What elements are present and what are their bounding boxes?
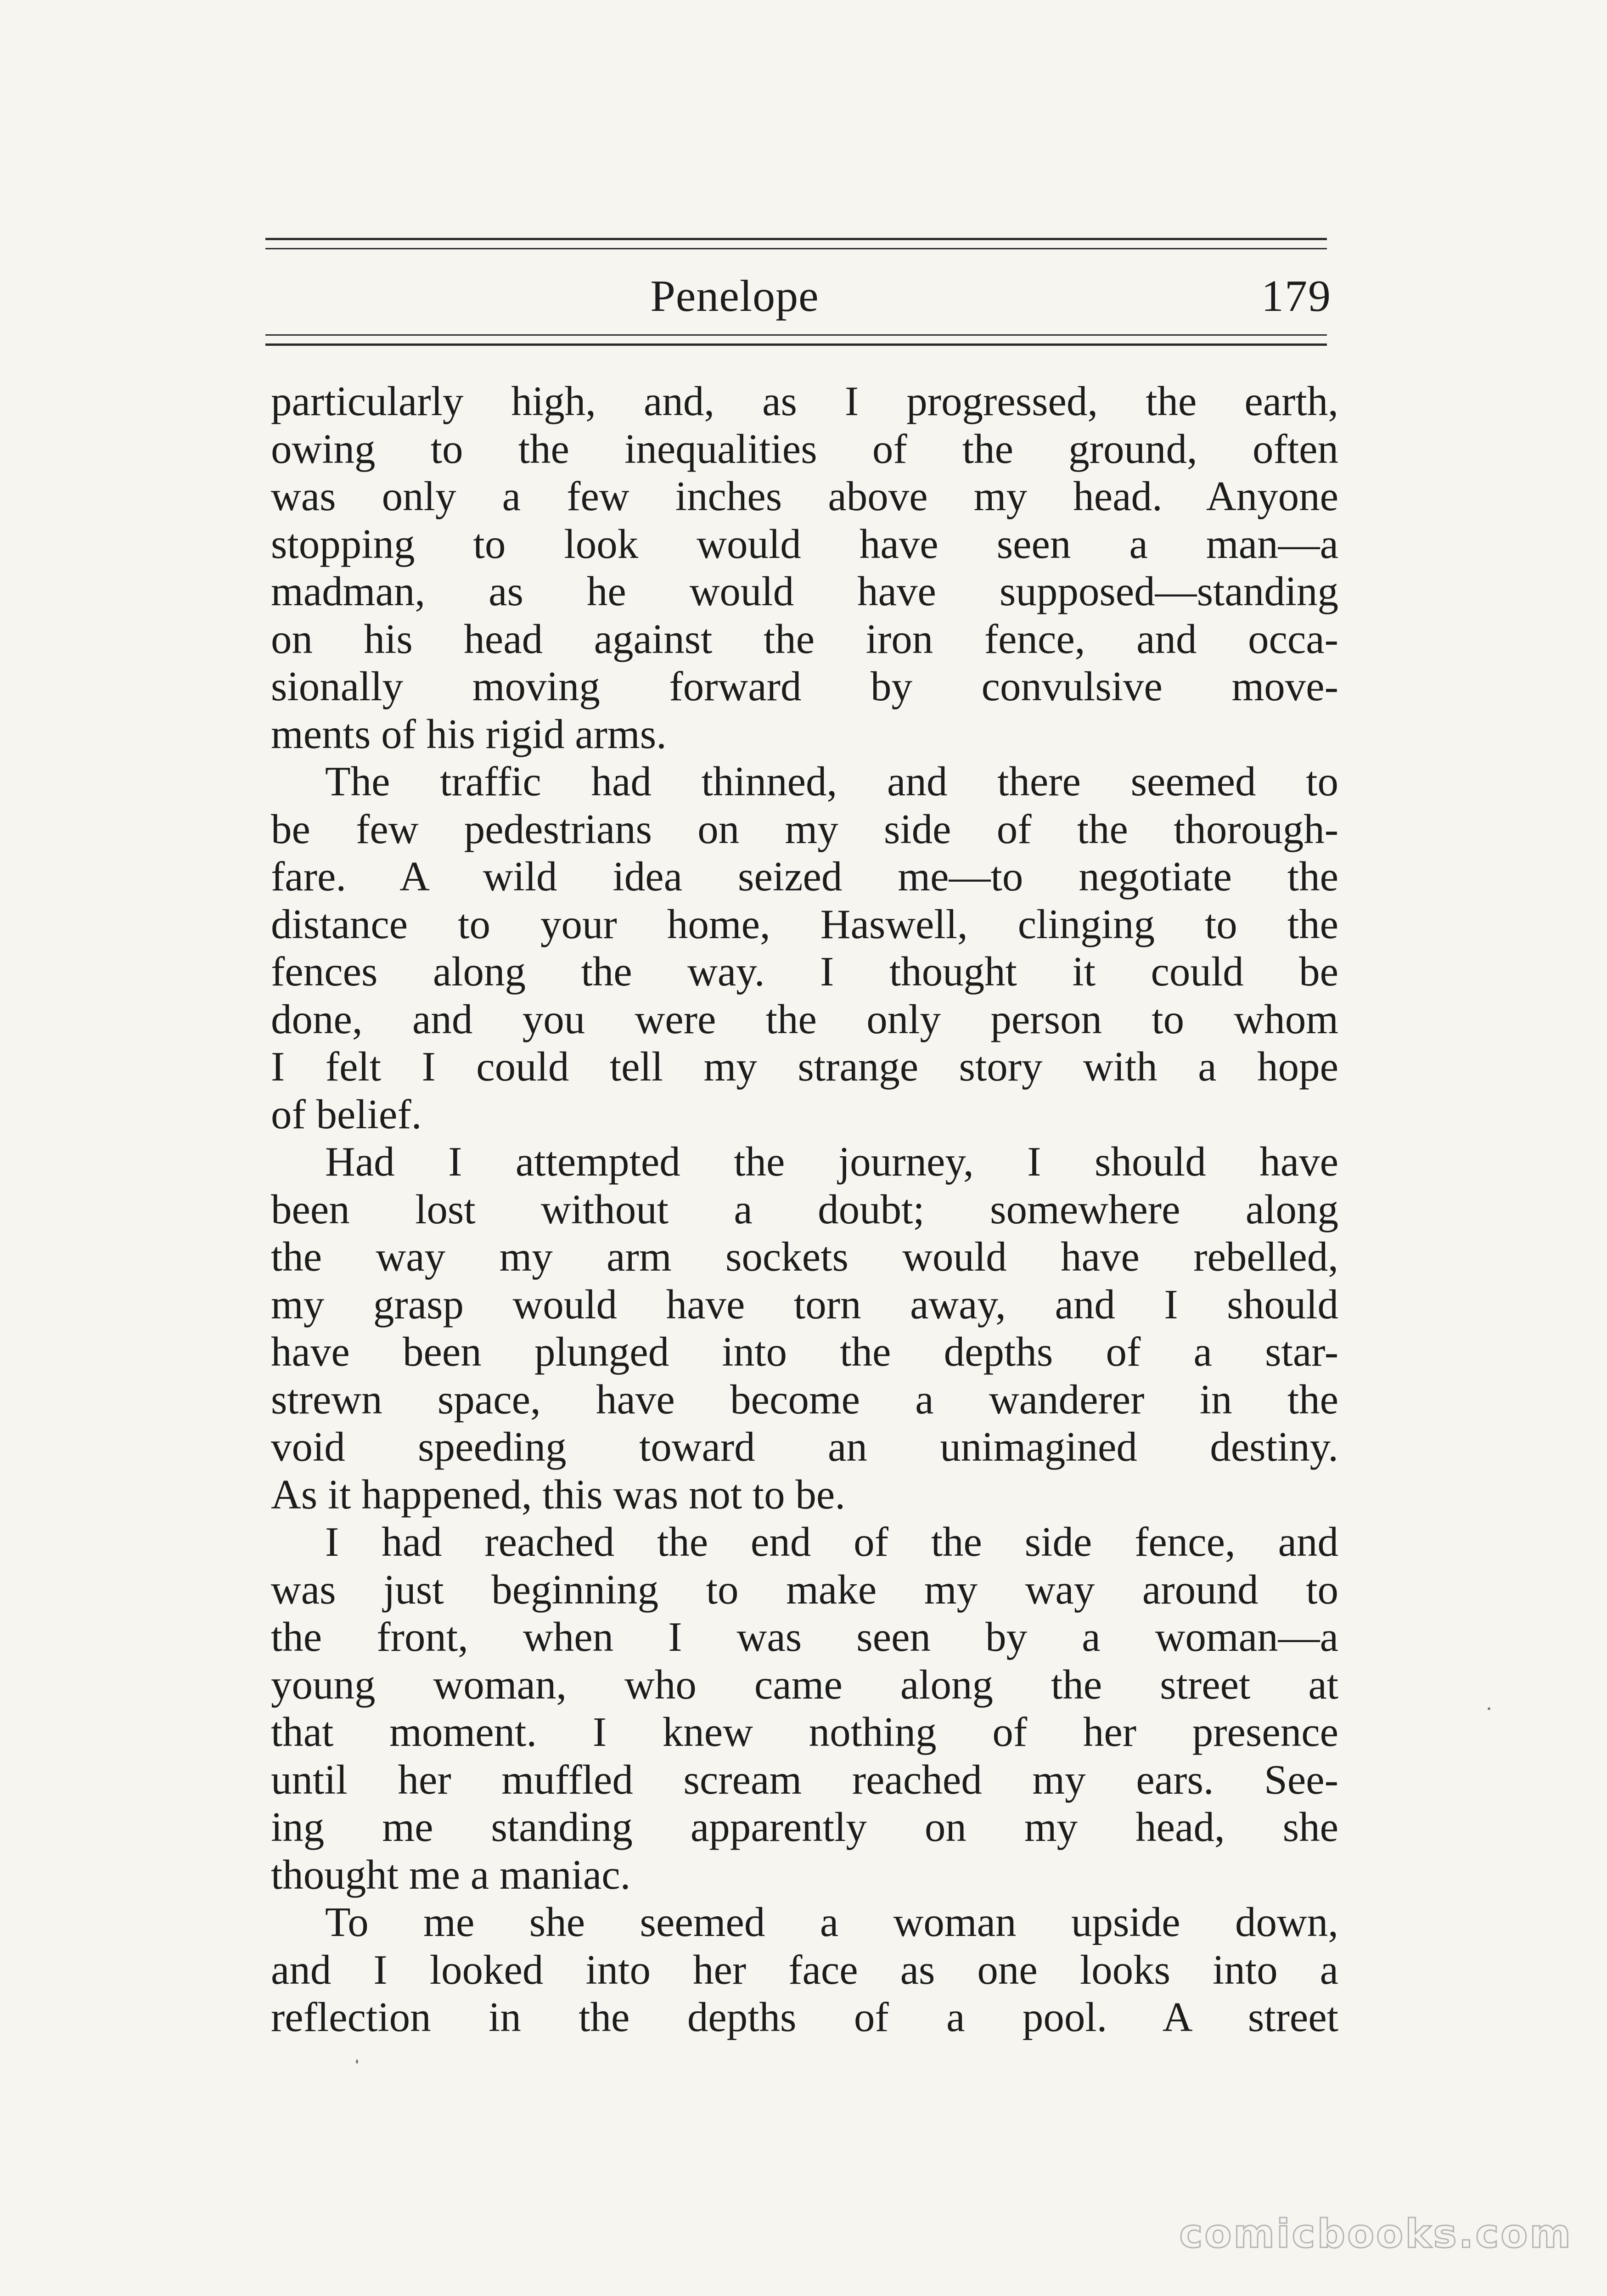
text-line: reflection in the depths of a pool. A street	[271, 1994, 1338, 2040]
text-line: of belief.	[271, 1091, 422, 1137]
header-rule-top-2	[265, 248, 1327, 249]
text-line: my grasp would have torn away, and I should	[271, 1281, 1338, 1328]
text-line: the front, when I was seen by a woman—a	[271, 1614, 1338, 1660]
page-number: 179	[1261, 271, 1332, 321]
body-text	[271, 377, 1338, 2041]
text-line: void speeding toward an unimagined destiny.	[271, 1424, 1338, 1470]
text-line: To me she seemed a woman upside down,	[325, 1899, 1338, 1945]
text-line: the way my arm sockets would have rebelled,	[271, 1233, 1338, 1280]
text-line: distance to your home, Haswell, clinging to the	[271, 900, 1338, 947]
header-rule-top-1	[265, 238, 1327, 240]
watermark-logo: comicbooks.com	[1179, 2211, 1573, 2257]
print-speck	[356, 2060, 358, 2064]
text-line: thought me a maniac.	[271, 1851, 631, 1898]
text-line: Had I attempted the journey, I should have	[325, 1138, 1338, 1185]
text-line: stopping to look would have seen a man—a	[271, 520, 1338, 567]
text-line: young woman, who came along the street at	[271, 1661, 1338, 1708]
text-line: be few pedestrians on my side of the thorough-	[271, 805, 1338, 852]
text-line: I had reached the end of the side fence, and	[325, 1519, 1338, 1565]
text-line: ments of his rigid arms.	[271, 710, 667, 757]
text-line: particularly high, and, as I progressed, the earth,	[271, 378, 1338, 424]
text-line: owing to the inequalities of the ground, often	[271, 425, 1338, 472]
header-rule-bottom-2	[265, 343, 1327, 346]
text-line: that moment. I knew nothing of her presence	[271, 1709, 1338, 1755]
text-line: on his head against the iron fence, and occa-	[271, 615, 1338, 662]
text-line: until her muffled scream reached my ears. See-	[271, 1756, 1338, 1803]
text-line: strewn space, have become a wanderer in the	[271, 1376, 1338, 1423]
text-line: done, and you were the only person to whom	[271, 996, 1338, 1042]
text-line: sionally moving forward by convulsive move-	[271, 663, 1338, 709]
print-speck	[1488, 1707, 1490, 1710]
text-line: As it happened, this was not to be.	[271, 1471, 846, 1518]
text-line: The traffic had thinned, and there seemed to	[325, 758, 1338, 805]
text-line: madman, as he would have supposed—standing	[271, 568, 1338, 614]
text-line: fare. A wild idea seized me—to negotiate the	[271, 853, 1338, 900]
text-line: and I looked into her face as one looks into a	[271, 1946, 1338, 1993]
text-line: have been plunged into the depths of a star-	[271, 1328, 1338, 1375]
text-line: fences along the way. I thought it could be	[271, 948, 1338, 995]
text-line: I felt I could tell my strange story with a hope	[271, 1043, 1338, 1090]
header-rule-bottom-1	[265, 334, 1327, 336]
text-line: was just beginning to make my way around to	[271, 1566, 1338, 1613]
running-head-title: Penelope	[650, 271, 819, 321]
text-line: been lost without a doubt; somewhere along	[271, 1186, 1338, 1232]
text-line: ing me standing apparently on my head, she	[271, 1804, 1338, 1850]
text-line: was only a few inches above my head. Anyone	[271, 473, 1338, 519]
